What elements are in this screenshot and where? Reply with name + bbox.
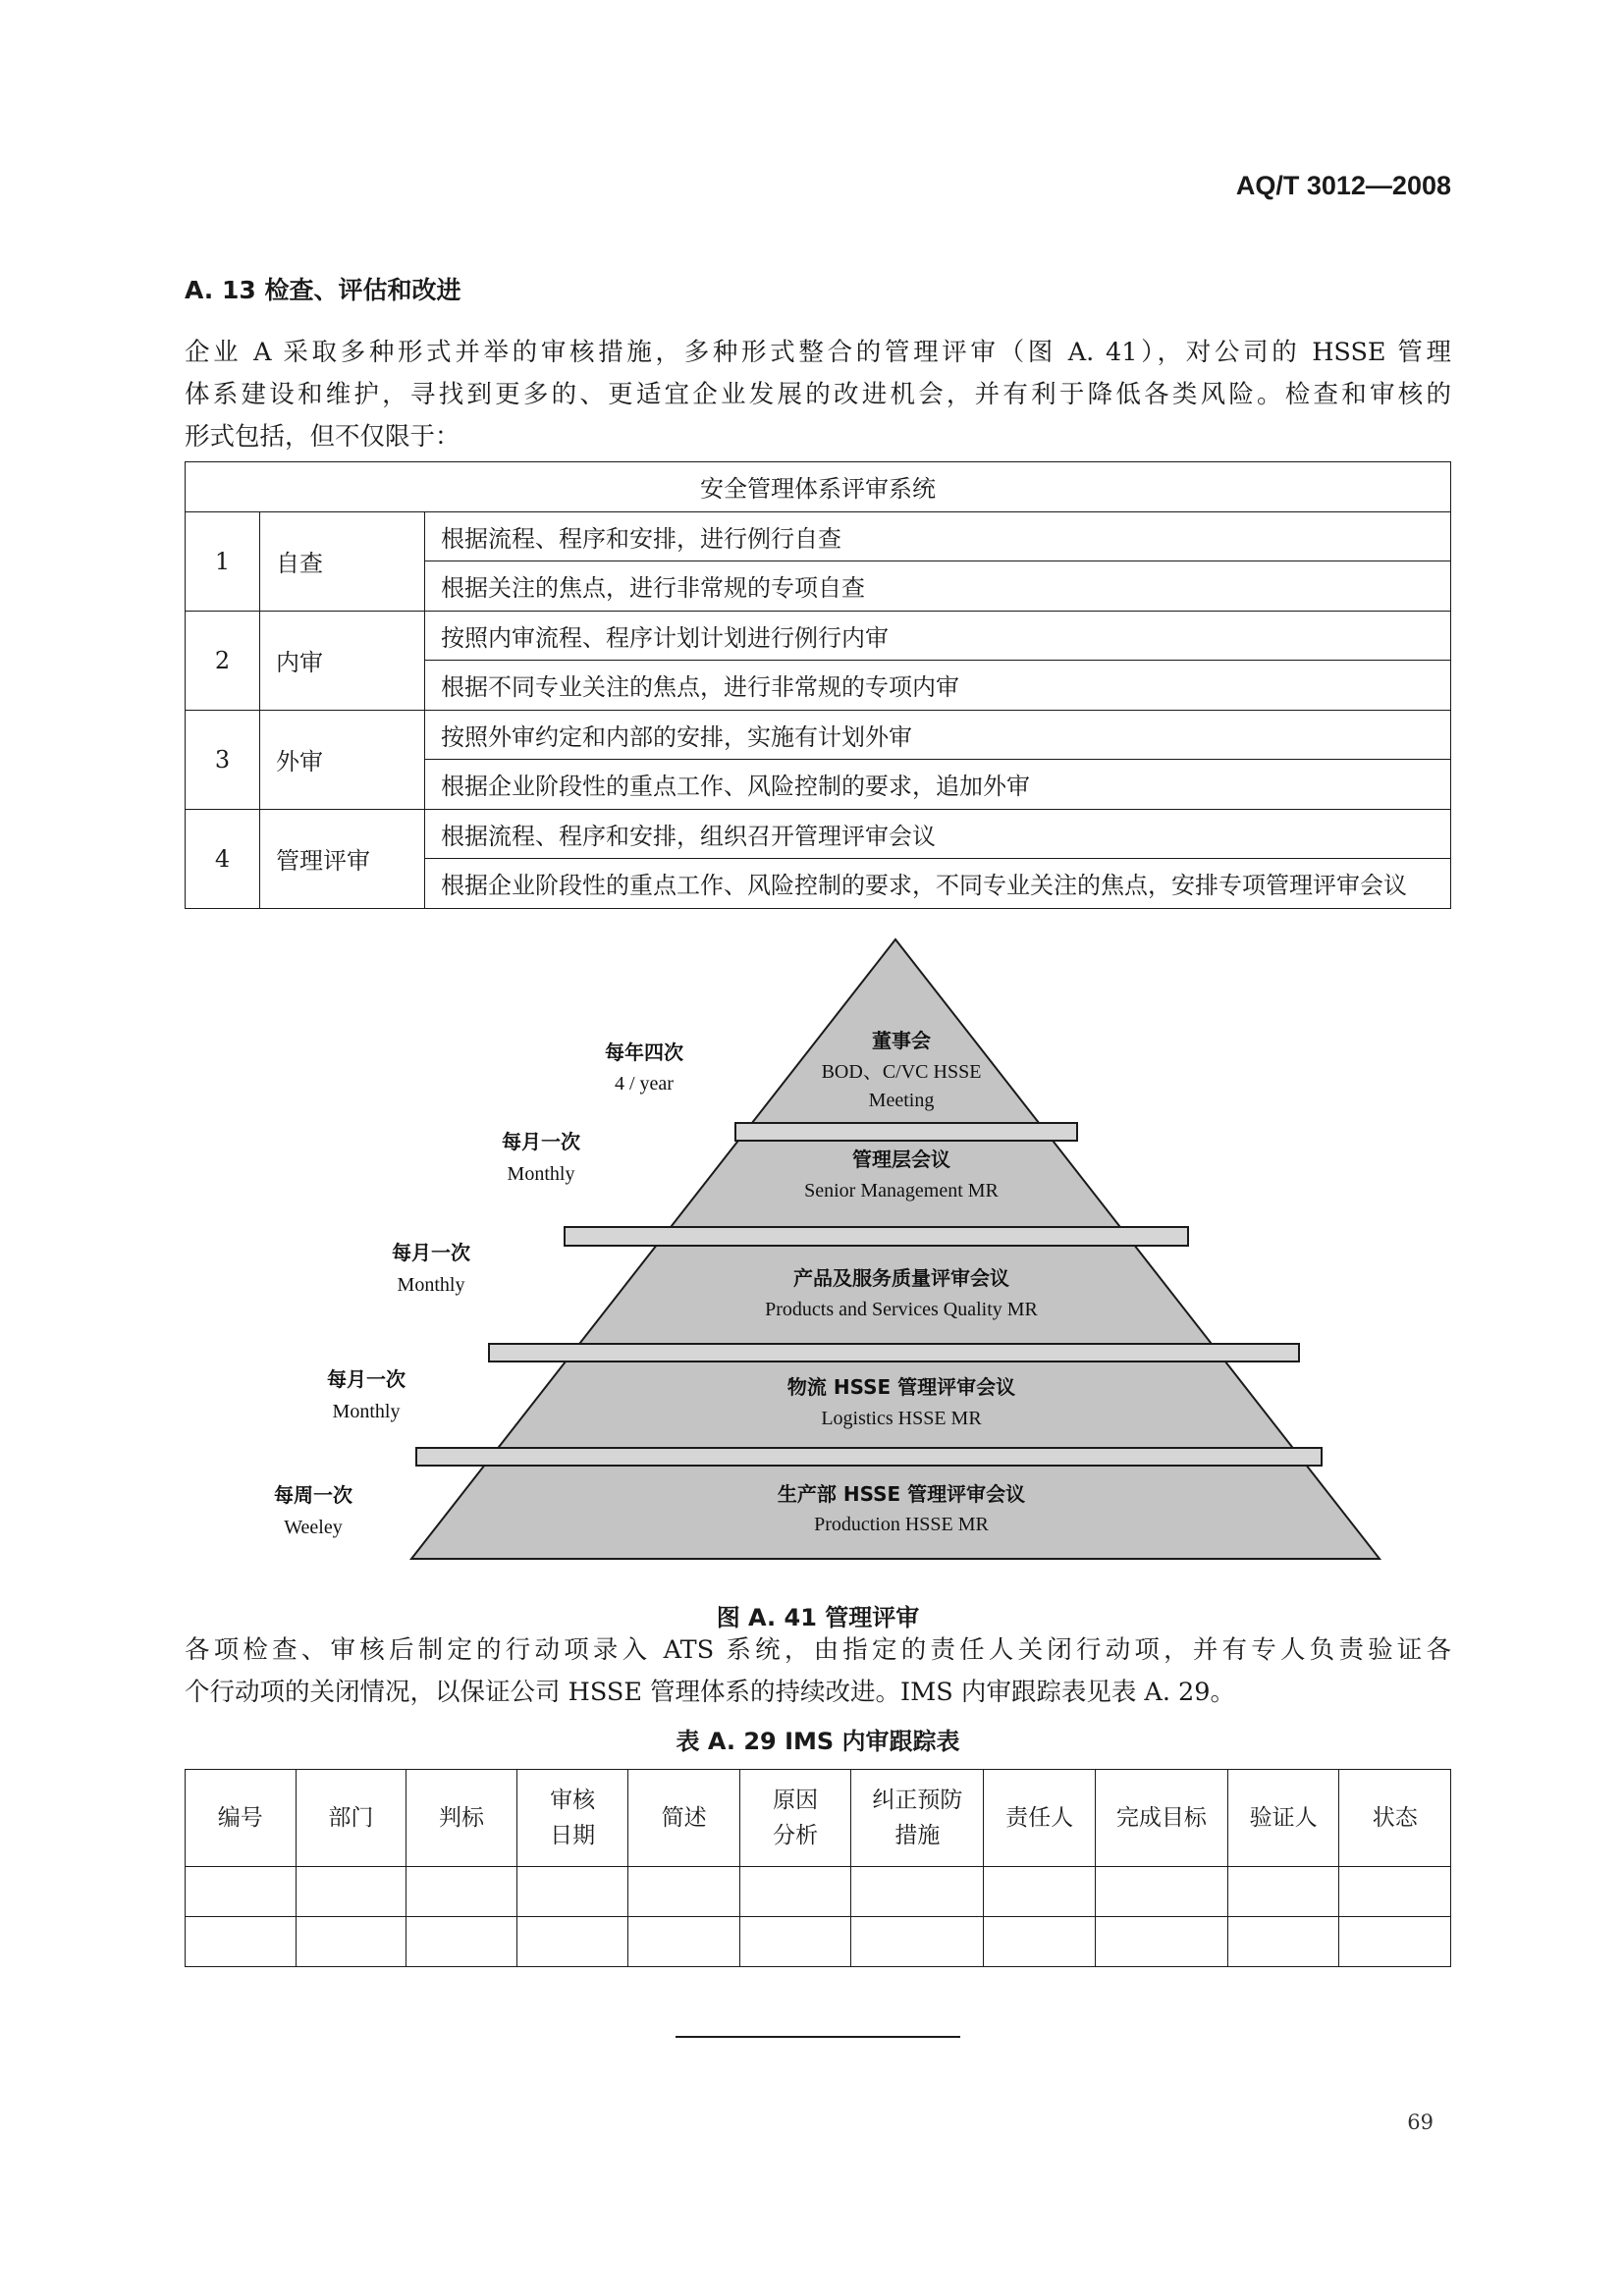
tracking-empty-cell: [739, 1867, 851, 1917]
tracking-empty-cell: [628, 1867, 740, 1917]
pyramid-level-subtitle: Senior Management MR: [804, 1180, 999, 1201]
review-frequency-label: 每月一次: [502, 1130, 580, 1153]
review-row-number: 4: [186, 809, 260, 908]
pyramid-level-title: 产品及服务质量评审会议: [793, 1266, 1009, 1290]
tracking-empty-cell: [851, 1867, 984, 1917]
tracking-header-text: 简述: [661, 1805, 707, 1831]
tracking-header-cell: [406, 1770, 517, 1867]
review-row-item: 根据流程、程序和安排，进行例行自查: [425, 511, 1451, 561]
review-row-item: 根据企业阶段性的重点工作、风险控制的要求，不同专业关注的焦点，安排专项管理评审会议: [425, 859, 1451, 909]
action-line: 个行动项的关闭情况，以保证公司 HSSE 管理体系的持续改进。IMS 内审跟踪表见表 A. 29。: [185, 1678, 1235, 1707]
section-heading: A. 13 检查、评估和改进: [185, 276, 461, 304]
tracking-header-cell: [851, 1770, 984, 1867]
pyramid-level-divider: [565, 1227, 1188, 1246]
tracking-empty-row: [186, 1917, 1451, 1967]
review-frequency-label: 每月一次: [327, 1367, 406, 1391]
review-frequency-label: 每月一次: [392, 1241, 470, 1264]
pyramid-level-title: 生产部 HSSE 管理评审会议: [777, 1482, 1026, 1506]
tracking-empty-row: [186, 1867, 1451, 1917]
tracking-header-text: 判标: [439, 1805, 485, 1831]
tracking-empty-cell: [186, 1917, 297, 1967]
tracking-header-cell: [628, 1770, 740, 1867]
tracking-header-cell: [739, 1770, 851, 1867]
ims-tracking-table: [185, 1769, 1451, 1967]
intro-line: 体系建设和维护，寻找到更多的、更适宜企业发展的改进机会，并有利于降低各类风险。检查和审核的: [185, 380, 1451, 409]
tracking-header-cell: [1095, 1770, 1227, 1867]
pyramid-level-subtitle: Logistics HSSE MR: [821, 1408, 982, 1429]
tracking-empty-cell: [186, 1867, 297, 1917]
action-paragraph: [185, 1629, 1451, 1714]
review-table-title: 安全管理体系评审系统: [186, 462, 1451, 512]
tracking-header-text: 纠正预防: [872, 1788, 963, 1813]
tracking-header-row: [186, 1770, 1451, 1867]
tracking-header-text: 验证人: [1249, 1805, 1318, 1831]
tracking-empty-cell: [1227, 1867, 1339, 1917]
tracking-header-cell: [296, 1770, 406, 1867]
review-row-item: 按照外审约定和内部的安排，实施有计划外审: [425, 710, 1451, 760]
pyramid-level-subtitle: BOD、C/VC HSSE: [821, 1061, 982, 1083]
pyramid-level-subtitle: Products and Services Quality MR: [765, 1299, 1038, 1320]
review-frequency-label: 每周一次: [274, 1483, 352, 1507]
footer-rule: [676, 2036, 960, 2038]
tracking-empty-cell: [1339, 1917, 1451, 1967]
review-frequency-english: Monthly: [332, 1401, 401, 1422]
intro-line: 企业 A 采取多种形式并举的审核措施，多种形式整合的管理评审（图 A. 41），对公司的 HSSE 管理: [185, 338, 1451, 367]
pyramid-level-title: 管理层会议: [852, 1148, 950, 1171]
pyramid-level-title: 物流 HSSE 管理评审会议: [786, 1375, 1016, 1399]
tracking-header-text: 完成目标: [1115, 1805, 1207, 1831]
review-frequency-label: 每年四次: [605, 1041, 683, 1064]
tracking-empty-cell: [406, 1917, 517, 1967]
review-row-item: 根据流程、程序和安排，组织召开管理评审会议: [425, 809, 1451, 859]
review-row-item: 根据不同专业关注的焦点，进行非常规的专项内审: [425, 661, 1451, 711]
tracking-header-cell: [516, 1770, 628, 1867]
review-row-number: 1: [186, 511, 260, 611]
tracking-empty-cell: [1095, 1867, 1227, 1917]
tracking-header-text: 责任人: [1005, 1805, 1074, 1831]
tracking-empty-cell: [296, 1867, 406, 1917]
tracking-empty-cell: [296, 1917, 406, 1967]
review-row-type: 外审: [260, 710, 425, 809]
tracking-header-text: 部门: [328, 1805, 374, 1831]
intro-line: 形式包括，但不仅限于：: [185, 422, 460, 452]
tracking-header-text: 原因: [773, 1788, 819, 1813]
pyramid-level-divider: [489, 1344, 1299, 1362]
page-number: 69: [1407, 2110, 1434, 2134]
pyramid-level-title: 董事会: [872, 1029, 931, 1052]
tracking-header-cell: [186, 1770, 297, 1867]
tracking-header-cell: [984, 1770, 1096, 1867]
pyramid-level-divider: [416, 1448, 1322, 1466]
review-row-number: 2: [186, 611, 260, 710]
tracking-header-text: 编号: [217, 1805, 263, 1831]
tracking-header-text: 日期: [550, 1823, 596, 1848]
review-row-item: 按照内审流程、程序计划计划进行例行内审: [425, 611, 1451, 661]
tracking-empty-cell: [984, 1917, 1096, 1967]
pyramid-level-subtitle: Production HSSE MR: [814, 1514, 989, 1535]
review-row-item: 根据企业阶段性的重点工作、风险控制的要求，追加外审: [425, 760, 1451, 810]
tracking-empty-cell: [1339, 1867, 1451, 1917]
review-row-type: 管理评审: [260, 809, 425, 908]
standard-code: AQ/T 3012—2008: [1235, 171, 1451, 200]
tracking-empty-cell: [516, 1917, 628, 1967]
tracking-empty-cell: [1095, 1917, 1227, 1967]
review-frequency-english: Monthly: [507, 1163, 575, 1185]
review-frequency-english: Monthly: [397, 1274, 465, 1296]
tracking-header-text: 措施: [894, 1823, 941, 1848]
tracking-header-text: 状态: [1372, 1805, 1418, 1831]
review-frequency-english: 4 / year: [615, 1073, 674, 1095]
figure-caption: 图 A. 41 管理评审: [716, 1604, 920, 1631]
tracking-empty-cell: [739, 1917, 851, 1967]
tracking-empty-cell: [406, 1867, 517, 1917]
pyramid-level-divider: [735, 1123, 1077, 1141]
table-caption: 表 A. 29 IMS 内审跟踪表: [676, 1728, 960, 1755]
tracking-empty-cell: [851, 1917, 984, 1967]
review-row-type: 内审: [260, 611, 425, 710]
tracking-empty-cell: [628, 1917, 740, 1967]
review-row-number: 3: [186, 710, 260, 809]
tracking-header-text: 分析: [773, 1823, 819, 1848]
tracking-empty-cell: [984, 1867, 1096, 1917]
tracking-header-cell: [1227, 1770, 1339, 1867]
pyramid-level-subtitle: Meeting: [868, 1090, 935, 1111]
review-row-item: 根据关注的焦点，进行非常规的专项自查: [425, 561, 1451, 612]
review-frequency-english: Weeley: [284, 1517, 343, 1538]
tracking-empty-cell: [516, 1867, 628, 1917]
tracking-header-cell: [1339, 1770, 1451, 1867]
tracking-empty-cell: [1227, 1917, 1339, 1967]
tracking-header-text: 审核: [550, 1788, 596, 1813]
action-line: 各项检查、审核后制定的行动项录入 ATS 系统，由指定的责任人关闭行动项，并有专人负责验证各: [185, 1635, 1451, 1665]
review-row-type: 自查: [260, 511, 425, 611]
